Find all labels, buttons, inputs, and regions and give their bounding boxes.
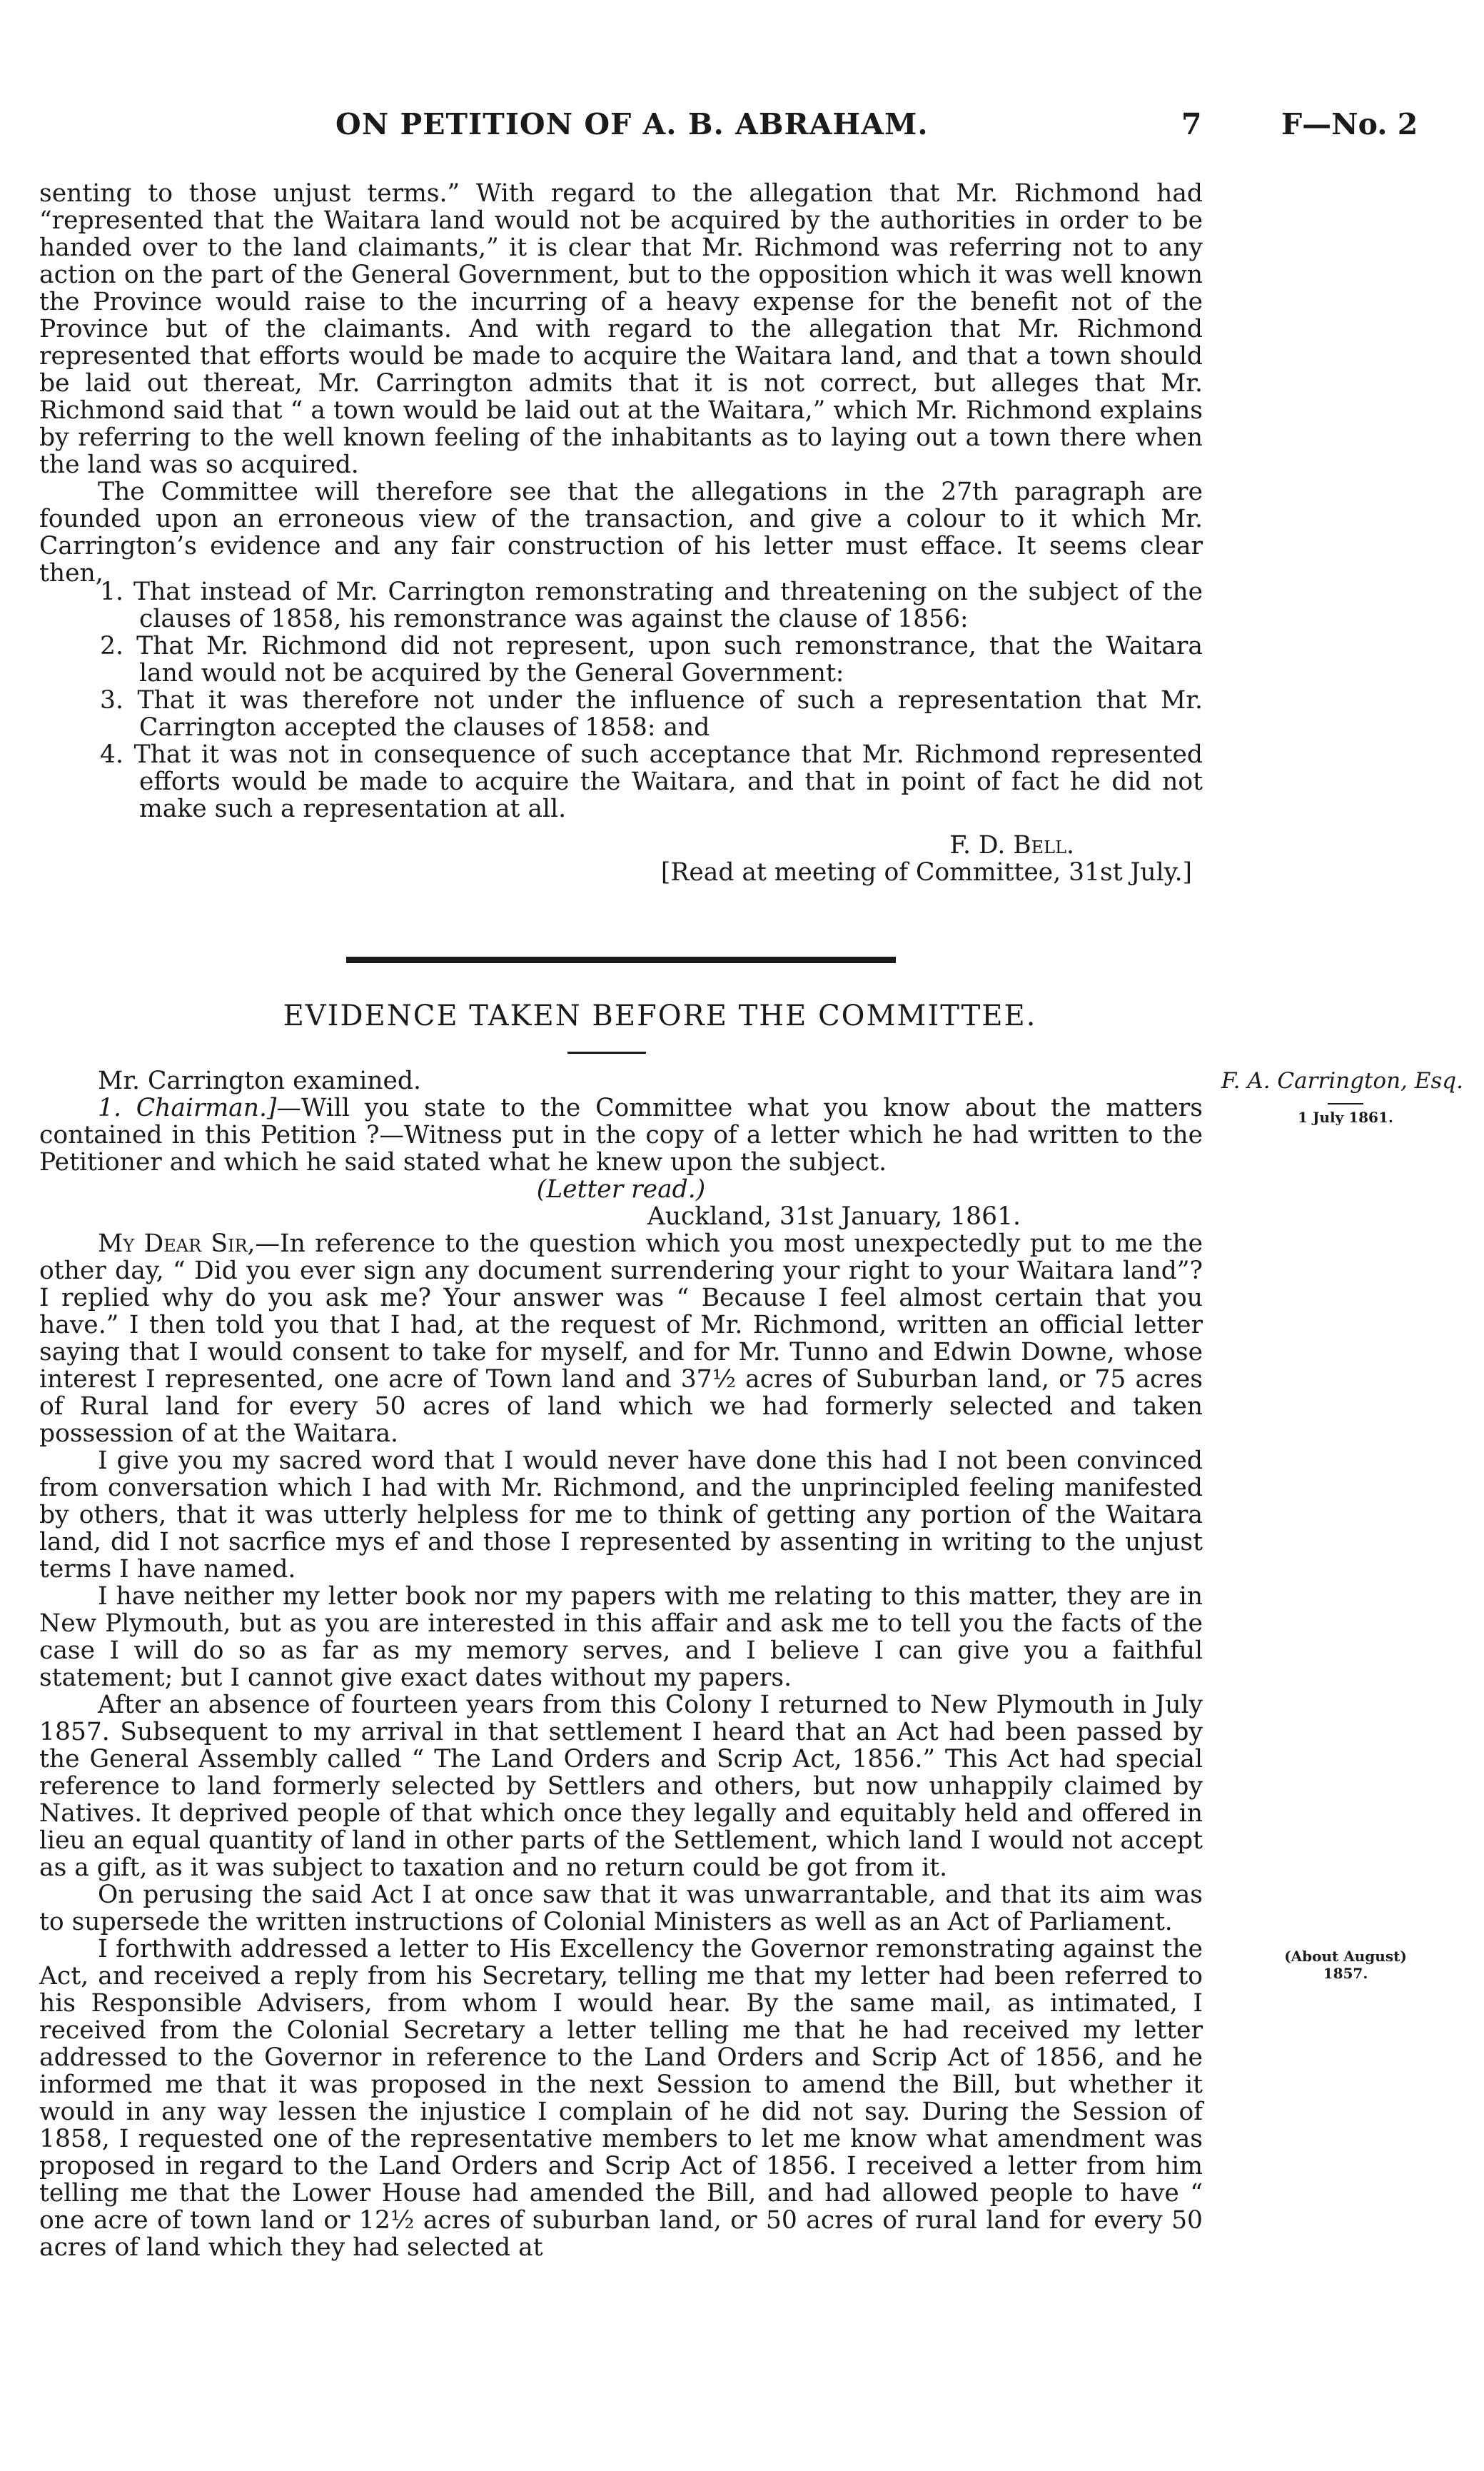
letter-text: —In reference to the question which you most unexpectedly put to me the other day, “ Did you ever sign any document surrendering your right to your Waitara land”? I replied why do you ask me? Your answer was “ Because I feel almost certain that you have.” I then told you that I had, at the request of Mr. Richmond, written an official letter saying that I would consent to take for myself, and for Mr. Tunno and Edwin Downe, whose interest I represented, one acre of Town land and 37½ acres of Suburban land, or 75 acres of Rural land for every 50 acres of land which we had formerly selected and taken possession of at the Waitara. xyxy=(39,1229,1203,1448)
examined-line: Mr. Carrington examined. xyxy=(98,1067,421,1095)
letter-read-text: (Letter read.) xyxy=(536,1175,706,1204)
page-header xyxy=(0,107,1484,150)
section-divider xyxy=(346,957,896,963)
witness-date: 1 July 1861. xyxy=(1298,1109,1393,1126)
page-number: 7 xyxy=(1181,107,1202,141)
paper-number: F—No. 2 xyxy=(1281,107,1418,141)
evidence-body xyxy=(39,1067,1203,2261)
conclusions-list xyxy=(39,578,1203,822)
heading-rule xyxy=(567,1052,646,1054)
paragraph: senting to those unjust terms.” With regard to the allegation that Mr. Richmond had “represented that the Waitara land would not be acquired by the authorities in order to be handed over to the land claimants,” it is clear that Mr. Richmond was referring not to any action on the part of the General Government, but to the opposition which it was well known the Province would raise to the incurring of a heavy expense for the benefit not of the Province but of the claimants. And with regard to the allegation that Mr. Richmond represented that efforts would be made to acquire the Waitara land, and that a town should be laid out thereat, Mr. Carrington admits that it is not correct, but alleges that Mr. Richmond said that “ a town would be laid out at the Waitara,” which Mr. Richmond explains by referring to the well known feeling of the inhabitants as to laying out a town there when the land was so acquired. xyxy=(39,179,1203,479)
list-item: 1. That instead of Mr. Carrington remonstrating and threatening on the subject of the clauses of 1858, his remonstrance was against the clause of 1856: xyxy=(100,578,1203,633)
question-text: —Will you state to the Committee what you know about the matters contained in this Petition ?—Witness put in the copy of a letter which he had written to the Petitioner and which he said stated what he knew upon the subject. xyxy=(39,1094,1203,1177)
letter-paragraph: I give you my sacred word that I would never have done this had I not been convinced from conversation which I had with Mr. Richmond, and the unprincipled feeling manifested by others, that it was utterly helpless for me to think of getting any portion of the Waitara land, did I not sacrfice mys ef and those I represented by assenting in writing to the unjust terms I have named. xyxy=(39,1446,1203,1584)
salutation: My Dear Sir, xyxy=(98,1229,256,1258)
margin-note-date xyxy=(1213,1948,1478,1982)
read-note: [Read at meeting of Committee, 31st July.] xyxy=(660,858,1192,887)
list-item: 4. That it was not in consequence of such acceptance that Mr. Richmond represented efforts would be made to acquire the Waitara, and that in point of fact he did not make such a representation at all. xyxy=(100,740,1203,823)
report-continuation xyxy=(39,180,1203,587)
paragraph: The Committee will therefore see that the allegations in the 27th paragraph are founded upon an erroneous view of the transaction, and give a colour to it which Mr. Carrington’s evidence and any fair construction of his letter must efface. It seems clear then, xyxy=(39,478,1203,588)
list-item: 3. That it was therefore not under the influence of such a representation that Mr. Carrington accepted the clauses of 1858: and xyxy=(100,686,1203,742)
letter-paragraph: I have neither my letter book nor my papers with me relating to this matter, they are in New Plymouth, but as you are interested in this affair and ask me to tell you the facts of the case I will do so as far as my memory serves, and I believe I can give you a faithful statement; but I cannot give exact dates without my papers. xyxy=(39,1582,1203,1692)
margin-note-line: (About August) xyxy=(1284,1948,1407,1965)
letter-paragraph: I forthwith addressed a letter to His Excellency the Governor remonstrating against the Act, and received a reply from his Secretary, telling me that my letter had been referred to his Responsible Advisers, from whom I would hear. By the same mail, as intimated, I received from the Colonial Secretary a letter telling me that he had received my letter addressed to the Governor in reference to the Land Orders and Scrip Act of 1856, and he informed me that it was proposed in the next Session to amend the Bill, but whether it would in any way lessen the injustice I complain of he did not say. During the Session of 1858, I requested one of the representative members to let me know what amendment was proposed in regard to the Land Orders and Scrip Act of 1856. I received a letter from him telling me that the Lower House had amended the Bill, and had allowed people to have “ one acre of town land or 12½ acres of suburban land, or 50 acres of rural land for every 50 acres of land which they had selected at xyxy=(39,1935,1203,2262)
signature: F. D. Bell. xyxy=(949,831,1074,860)
margin-rule xyxy=(1328,1103,1363,1104)
letter-read-note xyxy=(39,1176,1203,1203)
letter-paragraph: After an absence of fourteen years from this Colony I returned to New Plymouth in July 1857. Subsequent to my arrival in that settlement I heard that an Act had been passed by the General Assembly called “ The Land Orders and Scrip Act, 1856.” This Act had special reference to land formerly selected by Settlers and others, but now unhappily claimed by Natives. It deprived people of that which once they legally and equitably held and offered in lieu an equal quantity of land in other parts of the Settlement, which land I would not accept as a gift, as it was subject to taxation and no return could be got from it. xyxy=(39,1691,1203,1882)
list-item: 2. That Mr. Richmond did not represent, upon such remonstrance, that the Waitara land would not be acquired by the General Government: xyxy=(100,632,1203,688)
letter-paragraph xyxy=(39,1230,1203,1447)
section-heading-text: EVIDENCE TAKEN BEFORE THE COMMITTEE. xyxy=(283,1000,1037,1032)
margin-note-witness xyxy=(1213,1069,1478,1126)
letter-paragraph: On perusing the said Act I at once saw that it was unwarrantable, and that its aim was to supersede the written instructions of Colonial Ministers as well as an Act of Parliament. xyxy=(39,1881,1203,1936)
letter-dateline: Auckland, 31st January, 1861. xyxy=(647,1202,1021,1231)
question-label: 1. Chairman.] xyxy=(98,1094,277,1122)
witness-name: F. A. Carrington, Esq. xyxy=(1221,1068,1463,1094)
question-1 xyxy=(39,1094,1203,1176)
section-heading xyxy=(0,1000,1484,1032)
margin-note-line: 1857. xyxy=(1323,1965,1368,1982)
running-title: ON PETITION OF A. B. ABRAHAM. xyxy=(335,107,929,141)
signature-block xyxy=(39,832,1203,886)
